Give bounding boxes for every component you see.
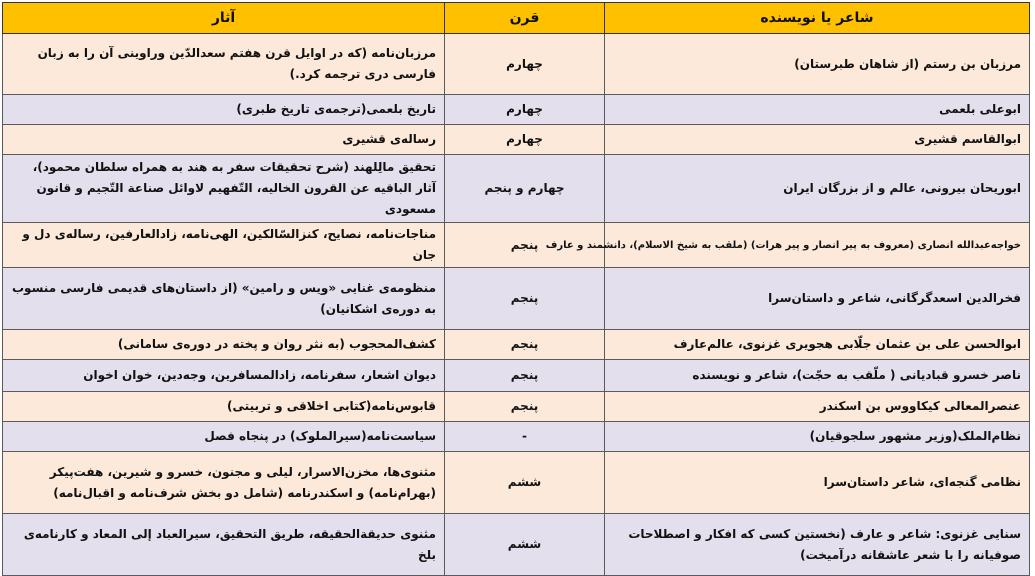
table-row <box>3 155 1030 223</box>
century-cell: پنجم <box>445 268 605 330</box>
century-cell: پنجم <box>445 223 605 268</box>
table-row <box>3 223 1030 268</box>
works-cell: تحقیق مالِلهند (شرح تحقیقات سفر به هند به همراه سلطان محمود)، آثار الباقیه عن القرون الخالیه، التّفهیم لاوائل صناعة التّجیم و قانون مسعودی <box>3 155 445 223</box>
author-cell: نظام‌الملک(وزیر مشهور سلجوقیان) <box>605 422 1030 452</box>
literature-table <box>2 2 1030 576</box>
works-cell: مثنوی‌ها، مخزن‌الاسرار، لیلی و مجنون، خسرو و شیرین، هفت‌پیکر (بهرام‌نامه) و اسکندرنامه (شامل دو بخش شرف‌نامه و اقبال‌نامه) <box>3 452 445 514</box>
works-cell: دیوان اشعار، سفرنامه، زادالمسافرین، وجه‌دین، خوان اخوان <box>3 360 445 392</box>
author-cell: فخرالدین اسعدگرگانی، شاعر و داستان‌سرا <box>605 268 1030 330</box>
century-cell: پنجم <box>445 392 605 422</box>
century-cell: ششم <box>445 514 605 576</box>
author-cell: نظامی گنجه‌ای، شاعر داستان‌سرا <box>605 452 1030 514</box>
table-row <box>3 125 1030 155</box>
century-cell: چهارم <box>445 95 605 125</box>
century-cell: پنجم <box>445 330 605 360</box>
header-works: آثار <box>3 3 445 34</box>
century-cell: چهارم <box>445 125 605 155</box>
works-cell: مرزبان‌نامه (که در اوایل قرن هفتم سعدالدّین وراوینی آن را به زبان فارسی دری ترجمه کرد.) <box>3 34 445 95</box>
header-century: قرن <box>445 3 605 34</box>
century-cell: - <box>445 422 605 452</box>
header-author: شاعر یا نویسنده <box>605 3 1030 34</box>
table-row <box>3 392 1030 422</box>
table-row <box>3 268 1030 330</box>
works-cell: منظومه‌ی غنایی «ویس و رامین» (از داستان‌های قدیمی فارسی منسوب به دوره‌ی اشکانیان) <box>3 268 445 330</box>
works-cell: تاریخ بلعمی(ترجمه‌ی تاریخ طبری) <box>3 95 445 125</box>
works-cell: رساله‌ی قشیری <box>3 125 445 155</box>
author-cell: مرزبان بن رستم (از شاهان طبرستان) <box>605 34 1030 95</box>
author-cell: سنایی غزنوی: شاعر و عارف (نخستین کسی که افکار و اصطلاحات صوفیانه را با شعر عاشقانه درآمیخت) <box>605 514 1030 576</box>
author-cell: عنصرالمعالی کیکاووس بن اسکندر <box>605 392 1030 422</box>
author-cell: ناصر خسرو قبادیانی ( ملّقب به حجّت)، شاعر و نویسنده <box>605 360 1030 392</box>
works-cell: کشف‌المحجوب (به نثر روان و پخته در دوره‌ی سامانی) <box>3 330 445 360</box>
works-cell: مثنوی حدیقةالحقیقه، طریق التحقیق، سیرالعباد إلی المعاد و کارنامه‌ی بلخ <box>3 514 445 576</box>
works-cell: سیاست‌نامه(سیرالملوک) در پنجاه فصل <box>3 422 445 452</box>
author-cell: ابوعلی بلعمی <box>605 95 1030 125</box>
author-cell: ابوالحسن علی بن عثمان جلّابی هجویری غزنوی، عالم‌عارف <box>605 330 1030 360</box>
century-cell: پنجم <box>445 360 605 392</box>
works-cell: مناجات‌نامه، نصایح، کنزالسّالکین، الهی‌نامه، زادالعارفین، رساله‌ی دل و جان <box>3 223 445 268</box>
table-row <box>3 514 1030 576</box>
table-row <box>3 360 1030 392</box>
table-row <box>3 330 1030 360</box>
author-cell: ابوریحان بیرونی، عالم و از بزرگان ایران <box>605 155 1030 223</box>
century-cell: چهارم <box>445 34 605 95</box>
table-row <box>3 452 1030 514</box>
works-cell: قابوس‌نامه(کتابی اخلاقی و تربیتی) <box>3 392 445 422</box>
century-cell: چهارم و پنجم <box>445 155 605 223</box>
table-row <box>3 95 1030 125</box>
author-cell: ابوالقاسم قشیری <box>605 125 1030 155</box>
author-cell: خواجه‌عبدالله انصاری (معروف به پیر انصار و پیر هرات) (ملقب به شیخ الاسلام)، دانشمند و عارف <box>605 223 1030 268</box>
table-row <box>3 34 1030 95</box>
table-row <box>3 422 1030 452</box>
century-cell: ششم <box>445 452 605 514</box>
header-row <box>3 3 1030 34</box>
